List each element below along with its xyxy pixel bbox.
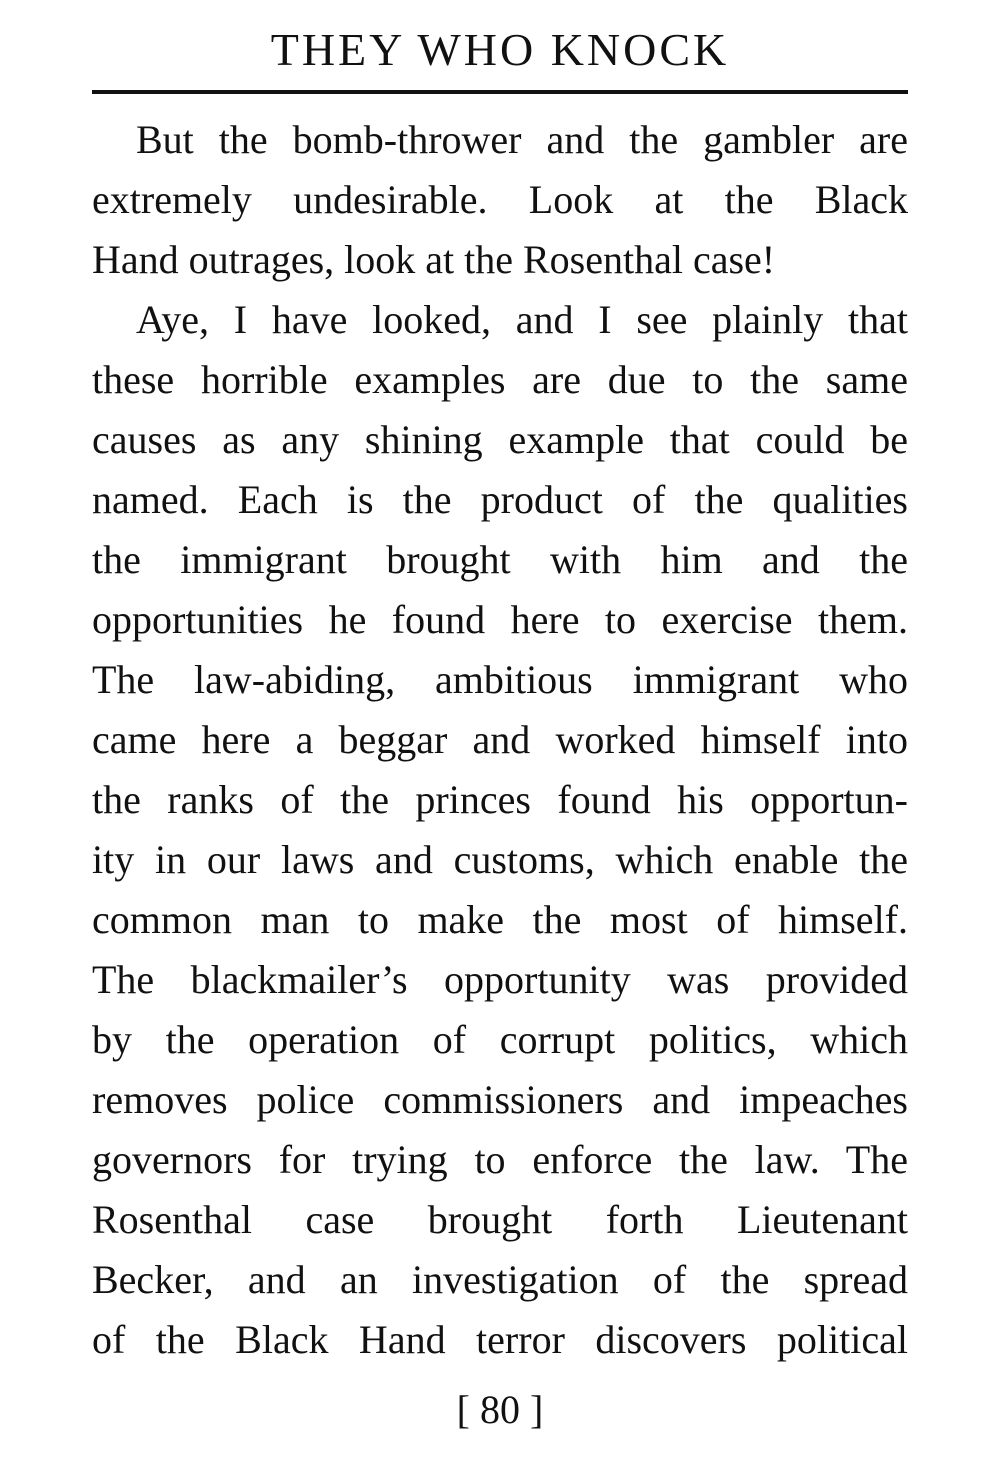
- text-line: governors for trying to enforce the law. The: [92, 1137, 908, 1182]
- text-line: removes police commissioners and impeaches: [92, 1077, 908, 1122]
- text-line: causes as any shining example that could be: [92, 417, 908, 462]
- text-line: came here a beggar and worked himself into: [92, 717, 908, 762]
- text-line: common man to make the most of himself.: [92, 897, 908, 942]
- text-line: Becker, and an investigation of the spread: [92, 1257, 908, 1302]
- text-block: [92, 110, 908, 1370]
- text-line: by the operation of corrupt politics, which: [92, 1017, 908, 1062]
- text-line: these horrible examples are due to the same: [92, 357, 908, 402]
- text-line: opportunities he found here to exercise them.: [92, 597, 908, 642]
- text-line: Rosenthal case brought forth Lieutenant: [92, 1197, 908, 1242]
- running-head: THEY WHO KNOCK: [270, 24, 730, 75]
- text-line: the immigrant brought with him and the: [92, 537, 908, 582]
- text-line: Hand outrages, look at the Rosenthal case!: [92, 237, 776, 282]
- page-number: [ 80 ]: [456, 1387, 544, 1432]
- text-line: The blackmailer’s opportunity was provided: [92, 957, 908, 1002]
- text-line: of the Black Hand terror discovers political: [92, 1317, 908, 1362]
- text-line: Aye, I have looked, and I see plainly that: [136, 297, 908, 342]
- text-line: But the bomb-thrower and the gambler are: [136, 117, 908, 162]
- text-line: named. Each is the product of the qualities: [92, 477, 908, 522]
- text-line: ity in our laws and customs, which enable the: [92, 837, 908, 882]
- text-line: The law-abiding, ambitious immigrant who: [92, 657, 908, 702]
- text-line: extremely undesirable. Look at the Black: [92, 177, 908, 222]
- text-line: the ranks of the princes found his opportun-: [92, 777, 908, 822]
- header-rule: [92, 90, 908, 94]
